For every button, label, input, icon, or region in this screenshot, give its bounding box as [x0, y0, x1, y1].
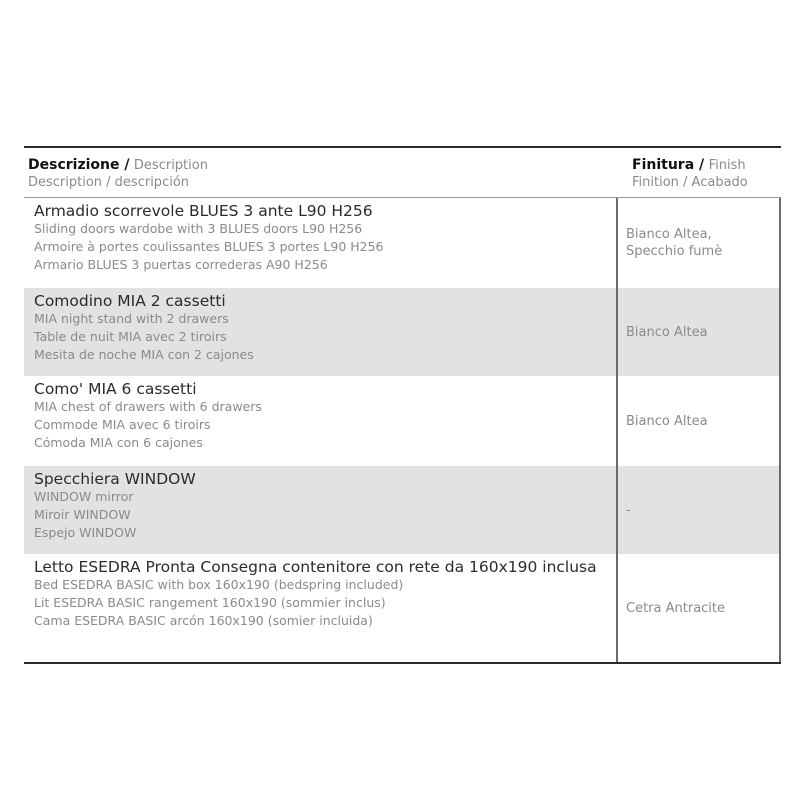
description-cell [24, 376, 618, 466]
table-header [24, 148, 781, 198]
product-name: Specchiera WINDOW [34, 470, 196, 488]
product-name: Armadio scorrevole BLUES 3 ante L90 H256 [34, 202, 373, 220]
product-spec-table [24, 146, 781, 664]
description-cell [24, 466, 618, 554]
product-name: Como' MIA 6 cassetti [34, 380, 197, 398]
finish-value: Bianco Altea [626, 324, 708, 340]
finish-cell [618, 288, 781, 376]
finish-cell [618, 554, 781, 662]
translation-en: MIA chest of drawers with 6 drawers [34, 399, 262, 414]
table-row [24, 466, 781, 554]
description-cell [24, 198, 618, 288]
finish-value: Bianco Altea, Specchio fumè [626, 227, 723, 259]
header-description-en: Description [133, 158, 208, 173]
translation-fr: Armoire à portes coulissantes BLUES 3 portes L90 H256 [34, 239, 384, 254]
finish-value: - [626, 502, 631, 518]
table-row [24, 288, 781, 376]
translation-es: Espejo WINDOW [34, 525, 137, 540]
translation-es: Mesita de noche MIA con 2 cajones [34, 347, 254, 362]
translation-fr: Table de nuit MIA avec 2 tiroirs [34, 329, 227, 344]
header-description-it: Descrizione / [28, 157, 130, 173]
translation-fr: Commode MIA avec 6 tiroirs [34, 417, 211, 432]
product-name: Letto ESEDRA Pronta Consegna contenitore con rete da 160x190 inclusa [34, 558, 597, 576]
header-finish-sub: Finition / Acabado [632, 175, 748, 190]
translation-en: MIA night stand with 2 drawers [34, 311, 229, 326]
header-finish [618, 148, 781, 197]
finish-value: Bianco Altea [626, 413, 708, 429]
finish-cell [618, 466, 781, 554]
translation-en: Bed ESEDRA BASIC with box 160x190 (bedspring included) [34, 577, 404, 592]
header-finish-en: Finish [708, 158, 746, 173]
translation-en: Sliding doors wardobe with 3 BLUES doors L90 H256 [34, 221, 363, 236]
finish-cell [618, 198, 781, 288]
table-row [24, 376, 781, 466]
header-description-sub: Description / descripción [28, 175, 190, 190]
header-description [24, 148, 618, 197]
description-cell [24, 288, 618, 376]
table-row [24, 554, 781, 662]
translation-es: Armario BLUES 3 puertas correderas A90 H256 [34, 257, 328, 272]
description-cell [24, 554, 618, 662]
translation-es: Cama ESEDRA BASIC arcón 160x190 (somier incluida) [34, 613, 373, 628]
table-row [24, 198, 781, 288]
product-name: Comodino MIA 2 cassetti [34, 292, 226, 310]
translation-en: WINDOW mirror [34, 489, 134, 504]
translation-fr: Lit ESEDRA BASIC rangement 160x190 (sommier inclus) [34, 595, 386, 610]
header-finish-it: Finitura / [632, 157, 705, 173]
finish-cell [618, 376, 781, 466]
finish-value: Cetra Antracite [626, 600, 726, 616]
translation-fr: Miroir WINDOW [34, 507, 131, 522]
translation-es: Cómoda MIA con 6 cajones [34, 435, 203, 450]
